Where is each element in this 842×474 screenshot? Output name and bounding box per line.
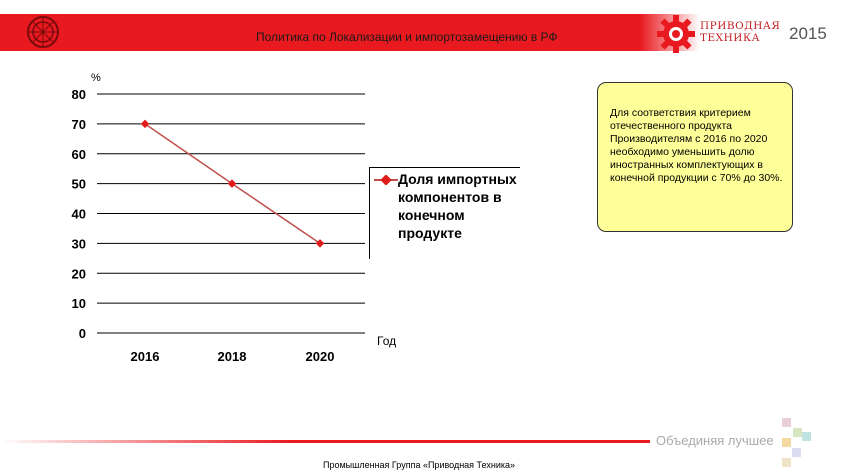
- note-text: Для соответствия критерием отечественного продукта Производителям с 2016 по 2020 необходимо уменьшить долю иностранных комплектующих в конечной продукции с 70% до 30%.: [610, 107, 783, 184]
- legend-label: Доля импортных компонентов в конечном продукте: [398, 171, 517, 241]
- x-tick-label: 2018: [217, 349, 247, 364]
- footer-company: Промышленная Группа «Приводная Техника»: [323, 460, 515, 470]
- year-label: 2015: [789, 24, 827, 43]
- logo-line-1: ПРИВОДНАЯ: [700, 20, 781, 32]
- logo-line-2: ТЕХНИКА: [700, 32, 761, 44]
- y-tick-label: 10: [71, 296, 86, 312]
- footer-slogan: Объединяя лучшее: [656, 433, 774, 448]
- y-tick-label: 30: [71, 236, 86, 252]
- y-tick-label: 80: [71, 87, 86, 102]
- mosaic-decoration-icon: [780, 418, 812, 468]
- data-point: [228, 179, 236, 187]
- footer-divider: [0, 440, 650, 443]
- legend-swatch: [374, 175, 398, 185]
- x-tick-label: 2020: [305, 349, 335, 364]
- data-point: [141, 120, 149, 128]
- y-tick-label: 40: [71, 206, 86, 222]
- y-axis-label: %: [91, 72, 101, 84]
- x-axis-label: Год: [377, 334, 397, 348]
- data-point: [316, 239, 324, 247]
- page-title: Политика по Локализации и импортозамещению в РФ: [256, 30, 558, 44]
- y-tick-label: 60: [71, 146, 86, 162]
- y-tick-label: 70: [71, 116, 86, 132]
- y-tick-label: 20: [71, 266, 86, 282]
- y-tick-label: 50: [71, 176, 86, 192]
- x-tick-label: 2016: [130, 349, 160, 364]
- y-tick-label: 0: [78, 326, 86, 341]
- note-callout: [597, 82, 793, 232]
